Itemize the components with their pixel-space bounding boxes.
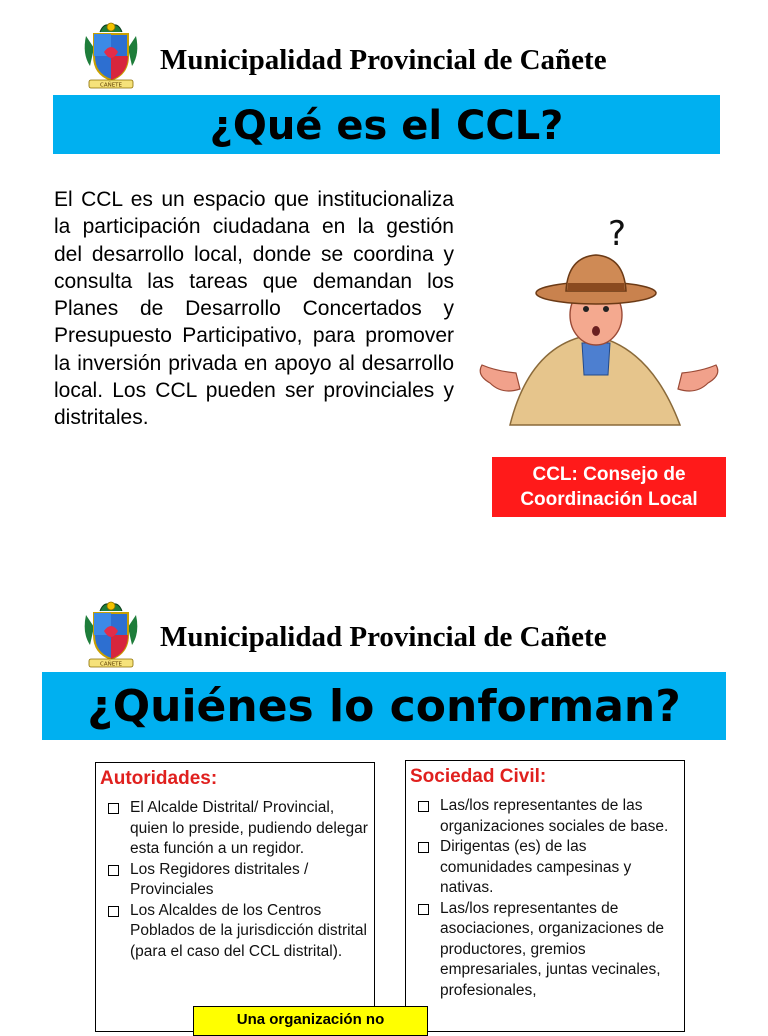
- checkbox-bullet-icon: [418, 904, 429, 915]
- autoridades-list: [100, 798, 370, 962]
- list-item: El Alcalde Distrital/ Provincial, quien lo preside, pudiendo delegar esta función a un regidor.: [100, 798, 370, 860]
- municipal-crest: [80, 597, 142, 674]
- checkbox-bullet-icon: [108, 803, 119, 814]
- sociedad-civil-panel: [405, 760, 685, 1032]
- list-item: Los Alcaldes de los Centros Poblados de la jurisdicción distrital (para el caso del CCL distrital).: [100, 901, 370, 963]
- organization-name: Municipalidad Provincial de Cañete: [160, 621, 607, 653]
- crest-label: CAÑETE: [99, 661, 123, 668]
- list-item: Dirigentas (es) de las comunidades campesinas y nativas.: [410, 837, 680, 899]
- checkbox-bullet-icon: [108, 865, 119, 876]
- sociedad-civil-heading: Sociedad Civil:: [410, 766, 547, 787]
- badge-line-2: Coordinación Local: [520, 489, 698, 510]
- municipal-crest: [80, 18, 142, 95]
- question-mark: ?: [608, 214, 627, 254]
- confused-farmer-illustration: [470, 205, 730, 430]
- autoridades-heading: Autoridades:: [100, 768, 218, 789]
- yellow-note: Una organización no: [193, 1006, 428, 1036]
- sociedad-civil-list: [410, 796, 680, 1001]
- checkbox-bullet-icon: [418, 801, 429, 812]
- list-item: Los Regidores distritales / Provinciales: [100, 860, 370, 901]
- crest-label: CAÑETE: [99, 82, 123, 89]
- list-item: Las/los representantes de asociaciones, organizaciones de productores, gremios empresariales, juntas vecinales, profesionales,: [410, 899, 680, 1002]
- section-title: ¿Quiénes lo conforman?: [42, 672, 726, 740]
- ccl-description: El CCL es un espacio que institucionaliza la participación ciudadana en la gestión del desarrollo local, donde se coordina y consulta las tareas que demandan los Planes de Desarrollo Concertados y Presupuesto Participativo, para promover la inversión privada en apoyo al desarrollo local. Los CCL pueden ser provinciales y distritales.: [54, 188, 454, 430]
- page-title: ¿Qué es el CCL?: [53, 95, 720, 154]
- checkbox-bullet-icon: [418, 842, 429, 853]
- badge-line-1: CCL: Consejo de: [532, 464, 686, 485]
- organization-name: Municipalidad Provincial de Cañete: [160, 44, 607, 76]
- list-item: Las/los representantes de las organizaciones sociales de base.: [410, 796, 680, 837]
- checkbox-bullet-icon: [108, 906, 119, 917]
- ccl-definition-badge: [492, 457, 726, 517]
- autoridades-panel: [95, 762, 375, 1032]
